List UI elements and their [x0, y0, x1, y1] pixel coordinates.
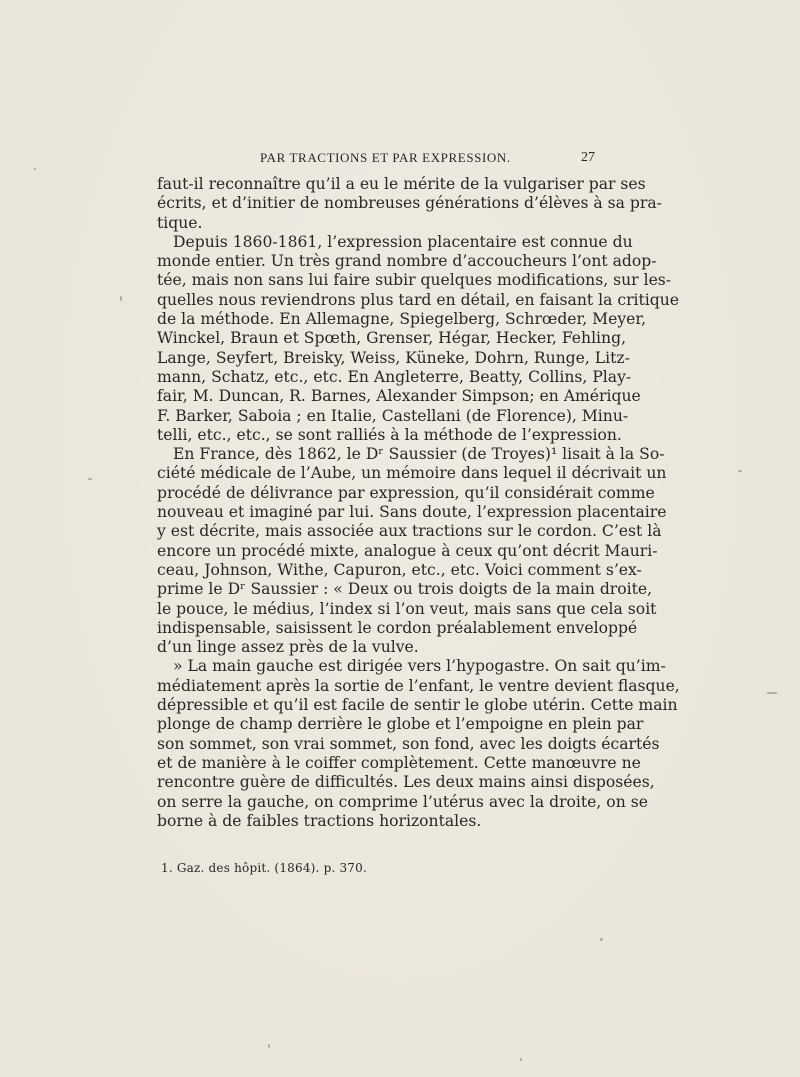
text-line: on serre la gauche, on comprime l’utérus avec la droite, on se [157, 792, 648, 811]
text-line: et de manière à le coiffer complètement. Cette manœuvre ne [157, 753, 641, 772]
text-line: ciété médicale de l’Aube, un mémoire dans lequel il décrivait un [157, 464, 667, 483]
text-line: le pouce, le médius, l’index si l’on veut, mais sans que cela soit [157, 599, 657, 618]
paper-speck [520, 1058, 522, 1061]
text-line: prime le Dʳ Saussier : « Deux ou trois doigts de la main droite, [157, 580, 653, 599]
paper-speck [120, 296, 122, 301]
text-line: En France, dès 1862, le Dʳ Saussier (de Troyes)¹ lisait à la So- [173, 445, 665, 464]
running-head [155, 150, 595, 170]
text-line: écrits, et d’initier de nombreuses générations d’élèves à sa pra- [157, 194, 662, 213]
text-line: tique. [157, 213, 203, 232]
text-line: tée, mais non sans lui faire subir quelques modifications, sur les- [157, 271, 672, 290]
running-title: PAR TRACTIONS ET PAR EXPRESSION. [260, 150, 511, 165]
text-line: borne à de faibles tractions horizontales. [157, 811, 482, 830]
text-line: médiatement après la sortie de l’enfant, le ventre devient flasque, [157, 676, 680, 695]
paper-speck [88, 478, 92, 480]
text-line: telli, etc., etc., se sont ralliés à la méthode de l’expression. [157, 425, 622, 444]
text-line: rencontre guère de difficultés. Les deux mains ainsi disposées, [157, 773, 655, 792]
text-line: Winckel, Braun et Spœth, Grenser, Hégar, Hecker, Fehling, [157, 329, 627, 348]
text-line: F. Barker, Saboia ; en Italie, Castellani (de Florence), Minu- [157, 406, 629, 425]
text-line: Depuis 1860-1861, l’expression placentaire est connue du [173, 232, 633, 251]
text-line: dépressible et qu’il est facile de sentir le globe utérin. Cette main [157, 696, 678, 715]
text-line: ceau, Johnson, Withe, Capuron, etc., etc. Voici comment s’ex- [157, 560, 642, 579]
text-line: encore un procédé mixte, analogue à ceux qu’ont décrit Mauri- [157, 541, 658, 560]
text-line: quelles nous reviendrons plus tard en détail, en faisant la critique [157, 290, 680, 309]
text-line: monde entier. Un très grand nombre d’accoucheurs l’ont adop- [157, 252, 657, 271]
paper-speck [600, 938, 603, 941]
footnote: 1. Gaz. des hôpit. (1864). p. 370. [161, 861, 367, 875]
text-line: procédé de délivrance par expression, qu’il considérait comme [157, 483, 655, 502]
text-line: y est décrite, mais associée aux tractions sur le cordon. C’est là [157, 522, 662, 541]
text-line: de la méthode. En Allemagne, Spiegelberg, Schrœder, Meyer, [157, 310, 647, 329]
paper-speck [738, 470, 742, 472]
paper-speck [34, 168, 36, 170]
paper-speck [766, 692, 778, 694]
text-line: fair, M. Duncan, R. Barnes, Alexander Simpson; en Amérique [157, 387, 641, 406]
text-line: son sommet, son vrai sommet, son fond, avec les doigts écartés [157, 734, 660, 753]
text-line: mann, Schatz, etc., etc. En Angleterre, Beatty, Collins, Play- [157, 367, 632, 386]
paper-speck [268, 1044, 270, 1048]
text-line: Lange, Seyfert, Breisky, Weiss, Küneke, Dohrn, Runge, Litz- [157, 348, 630, 367]
text-line: nouveau et imaginé par lui. Sans doute, l’expression placentaire [157, 503, 667, 522]
text-line: indispensable, saisissent le cordon préalablement enveloppé [157, 618, 638, 637]
text-line: » La main gauche est dirigée vers l’hypogastre. On sait qu’im- [173, 657, 666, 676]
body-text [157, 175, 680, 831]
text-line: plonge de champ derrière le globe et l’empoigne en plein par [157, 715, 644, 734]
text-line: faut-il reconnaître qu’il a eu le mérite de la vulgariser par ses [157, 175, 646, 193]
page-number: 27 [581, 150, 595, 165]
text-line: d’un linge assez près de la vulve. [157, 638, 419, 657]
